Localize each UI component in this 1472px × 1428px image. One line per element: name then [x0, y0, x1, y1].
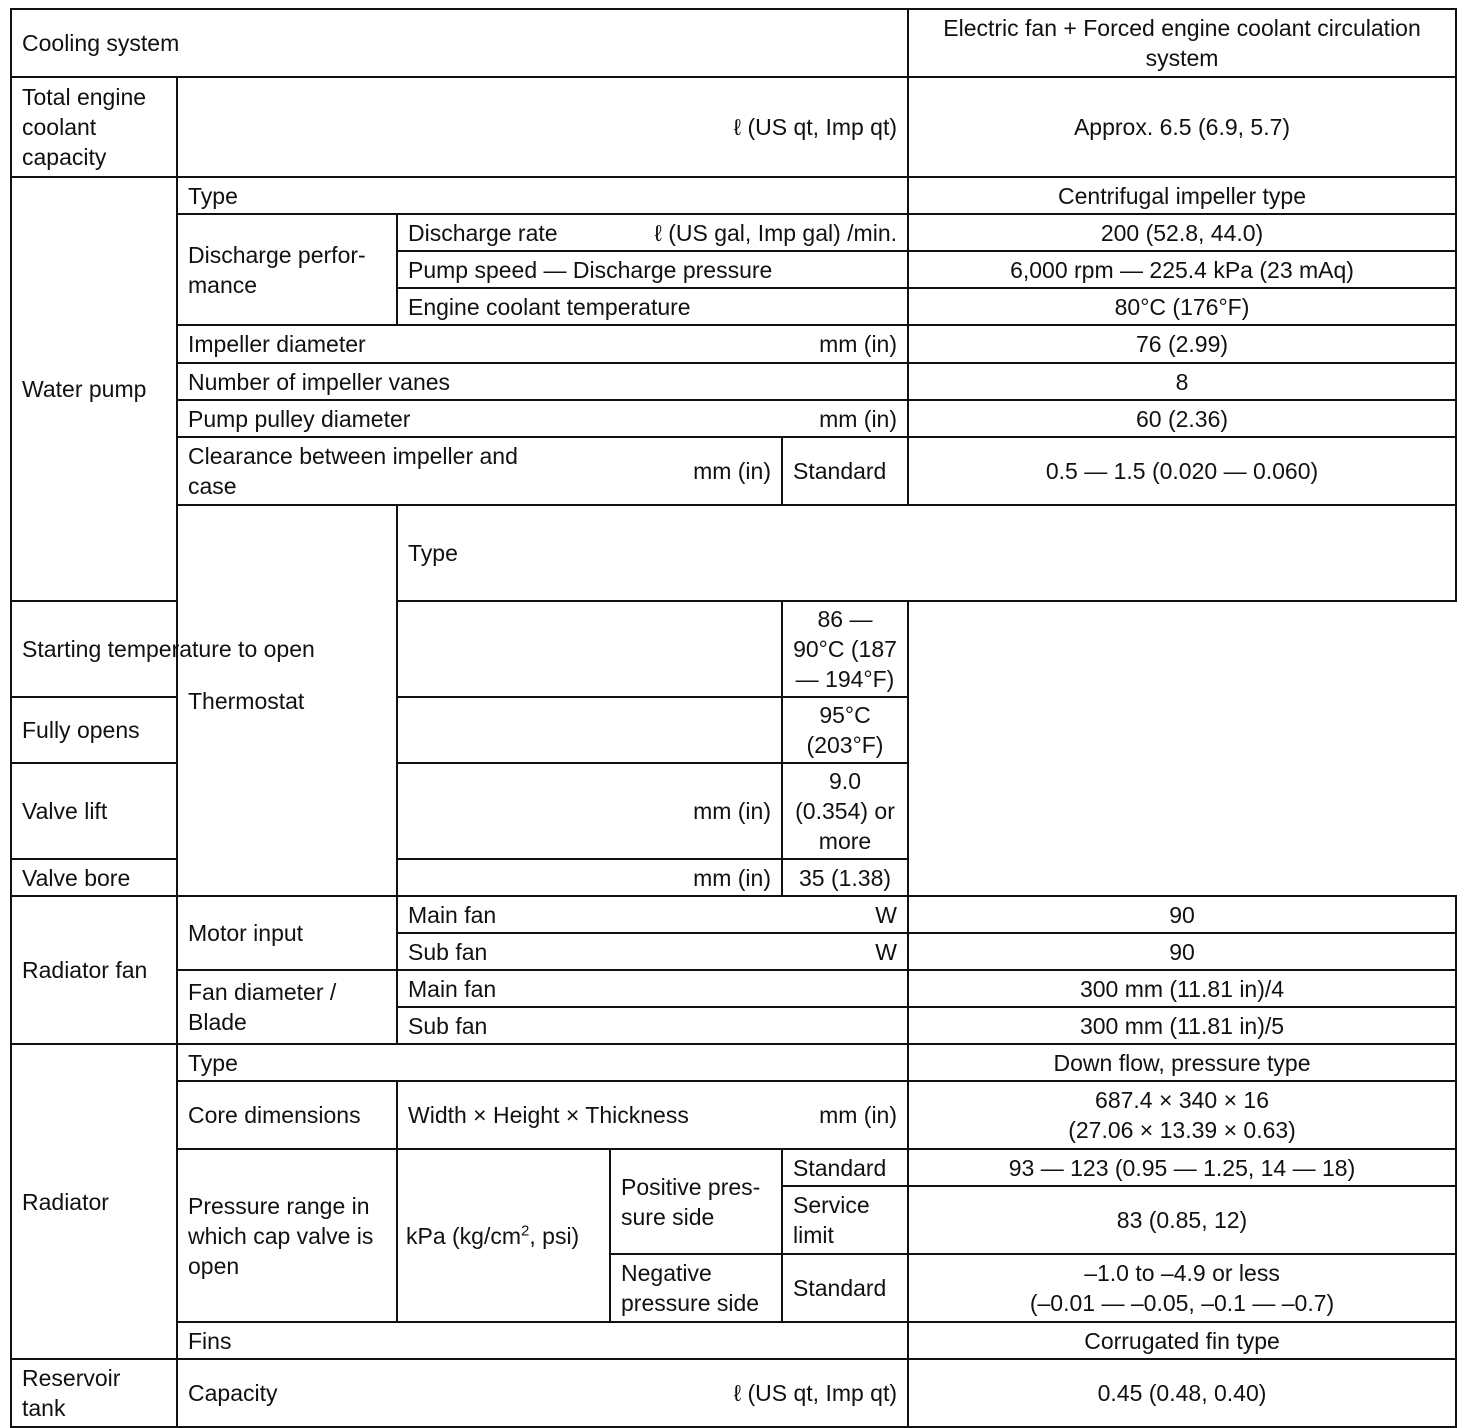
rf-main-unit: W [875, 901, 898, 928]
cooling-system-label: Cooling system [11, 9, 908, 77]
wp-pulley-cell [177, 400, 908, 437]
rad-core-cell [397, 1081, 908, 1149]
radiator-label: Radiator [11, 1044, 177, 1359]
wp-vanes-label: Number of impeller vanes [177, 363, 908, 400]
wp-speed-label: Pump speed — Discharge pressure [397, 251, 908, 288]
total-coolant-unit: ℓ (US qt, Imp qt) [177, 77, 908, 177]
wp-impeller-cell [177, 325, 908, 363]
rf-diam-main-label: Main fan [397, 970, 908, 1007]
th-start-value: 86 — 90°C (187 — 194°F) [782, 601, 908, 697]
rad-core-unit: mm (in) [819, 1102, 898, 1128]
row-rad-core [11, 1081, 1456, 1149]
row-cooling-system [11, 9, 1456, 77]
wp-vanes-value: 8 [908, 363, 1456, 400]
th-full-label: Fully opens [11, 697, 782, 763]
rad-type-label: Type [177, 1044, 908, 1081]
rf-main-cell [397, 896, 908, 933]
reservoir-capacity-unit: ℓ (US qt, Imp qt) [733, 1380, 898, 1406]
rf-diam-label: Fan diameter / Blade [177, 970, 397, 1044]
rad-pressure-label: Pressure range in which cap valve is open [177, 1149, 397, 1322]
wp-clearance-value: 0.5 — 1.5 (0.020 — 0.060) [908, 437, 1456, 505]
wp-type-value: Centrifugal impeller type [908, 177, 1456, 214]
cooling-spec-table [10, 8, 1457, 1428]
th-lift-unit: mm (in) [693, 798, 771, 824]
spec-table-frame [10, 8, 1457, 1428]
rad-fins-value: Corrugated fin type [908, 1322, 1456, 1359]
row-wp-impeller [11, 325, 1456, 363]
rad-negative-std: Standard [782, 1254, 908, 1322]
th-start-label: Starting temperature to open [11, 601, 782, 697]
rad-type-value: Down flow, pressure type [908, 1044, 1456, 1081]
th-lift-label: Valve lift [22, 798, 108, 824]
rad-core-value-2: (27.06 × 13.39 × 0.63) [1068, 1117, 1296, 1143]
th-bore-value: 35 (1.38) [782, 859, 908, 896]
th-type-label: Type [397, 505, 1456, 601]
wp-pulley-value: 60 (2.36) [908, 400, 1456, 437]
wp-impeller-value: 76 (2.99) [908, 325, 1456, 363]
row-rf-diam-main [11, 970, 1456, 1007]
rad-negative-value-1: –1.0 to –4.9 or less [1084, 1260, 1280, 1286]
th-lift-value: 9.0 (0.354) or more [782, 763, 908, 859]
radiator-fan-label: Radiator fan [11, 896, 177, 1044]
row-th-bore [11, 859, 1456, 896]
reservoir-cell [177, 1359, 908, 1427]
row-wp-vanes [11, 363, 1456, 400]
wp-rate-value: 200 (52.8, 44.0) [908, 214, 1456, 251]
row-wp-rate [11, 214, 1456, 251]
wp-clearance-std: Standard [782, 437, 908, 505]
rad-core-dims: Width × Height × Thickness [408, 1102, 689, 1128]
wp-type-label: Type [177, 177, 908, 214]
row-th-type [11, 505, 1456, 601]
rad-negative-value-cell [908, 1254, 1456, 1322]
reservoir-capacity-value: 0.45 (0.48, 0.40) [908, 1359, 1456, 1427]
wp-pulley-label: Pump pulley diameter [188, 405, 411, 432]
wp-impeller-unit: mm (in) [819, 331, 898, 357]
wp-clearance-unit: mm (in) [693, 458, 771, 484]
rad-positive-label: Positive pres-sure side [610, 1149, 782, 1254]
wp-temp-label: Engine coolant temperature [397, 288, 908, 325]
wp-rate-unit: ℓ (US gal, Imp gal) /min. [654, 219, 898, 246]
rad-positive-limit-value: 83 (0.85, 12) [908, 1186, 1456, 1254]
rad-fins-label: Fins [177, 1322, 908, 1359]
wp-clearance-cell [177, 437, 782, 505]
rad-positive-std-value: 93 — 123 (0.95 — 1.25, 14 — 18) [908, 1149, 1456, 1186]
rad-negative-value-2: (–0.01 — –0.05, –0.1 — –0.7) [1029, 1290, 1335, 1316]
rad-pressure-unit-sup: 2 [521, 1221, 530, 1239]
water-pump-label: Water pump [11, 177, 177, 601]
wp-rate-label: Discharge rate [408, 219, 558, 246]
th-lift-cell [11, 763, 782, 859]
rad-positive-limit: Service limit [782, 1186, 908, 1254]
rf-motor-label: Motor input [177, 896, 397, 970]
wp-temp-value: 80°C (176°F) [908, 288, 1456, 325]
row-reservoir [11, 1359, 1456, 1427]
total-coolant-value: Approx. 6.5 (6.9, 5.7) [908, 77, 1456, 177]
rf-main-label: Main fan [408, 901, 497, 928]
th-bore-label: Valve bore [22, 864, 131, 891]
rf-sub-cell [397, 933, 908, 970]
cooling-system-value: Electric fan + Forced engine coolant circulation system [908, 9, 1456, 77]
total-coolant-label: Total engine coolant capacity [11, 77, 177, 177]
rf-sub-unit: W [875, 938, 898, 965]
row-wp-pulley [11, 400, 1456, 437]
wp-pulley-unit: mm (in) [819, 405, 898, 432]
thermostat-label: Thermostat [177, 505, 397, 896]
wp-impeller-label: Impeller diameter [188, 331, 366, 357]
rad-pressure-unit [397, 1149, 610, 1322]
rf-diam-sub-label: Sub fan [397, 1007, 908, 1044]
th-full-value: 95°C (203°F) [782, 697, 908, 763]
rad-core-value-cell [908, 1081, 1456, 1149]
th-bore-cell [11, 859, 782, 896]
rad-core-label: Core dimensions [177, 1081, 397, 1149]
rf-diam-main-value: 300 mm (11.81 in)/4 [908, 970, 1456, 1007]
th-bore-unit: mm (in) [693, 864, 771, 891]
reservoir-label: Reservoir tank [11, 1359, 177, 1427]
rad-core-value-1: 687.4 × 340 × 16 [1095, 1087, 1269, 1113]
wp-clearance-label: Clearance between impeller and case [188, 443, 518, 499]
row-rad-type [11, 1044, 1456, 1081]
row-wp-clearance [11, 437, 1456, 505]
rf-sub-value: 90 [908, 933, 1456, 970]
row-th-lift [11, 763, 1456, 859]
rad-positive-std: Standard [782, 1149, 908, 1186]
rf-sub-label: Sub fan [408, 938, 488, 965]
rad-pressure-unit-b: , psi) [529, 1222, 580, 1249]
reservoir-capacity-label: Capacity [188, 1380, 278, 1406]
row-rf-main [11, 896, 1456, 933]
row-wp-type [11, 177, 1456, 214]
rad-pressure-unit-a: kPa (kg/cm [406, 1222, 522, 1249]
row-rad-pos-std [11, 1149, 1456, 1186]
wp-discharge-label: Discharge perfor-mance [177, 214, 397, 325]
wp-rate-cell [397, 214, 908, 251]
row-total-coolant [11, 77, 1456, 177]
row-th-start [11, 601, 1456, 697]
wp-speed-value: 6,000 rpm — 225.4 kPa (23 mAq) [908, 251, 1456, 288]
row-rad-fins [11, 1322, 1456, 1359]
rad-negative-label: Negative pressure side [610, 1254, 782, 1322]
rf-diam-sub-value: 300 mm (11.81 in)/5 [908, 1007, 1456, 1044]
rf-main-value: 90 [908, 896, 1456, 933]
